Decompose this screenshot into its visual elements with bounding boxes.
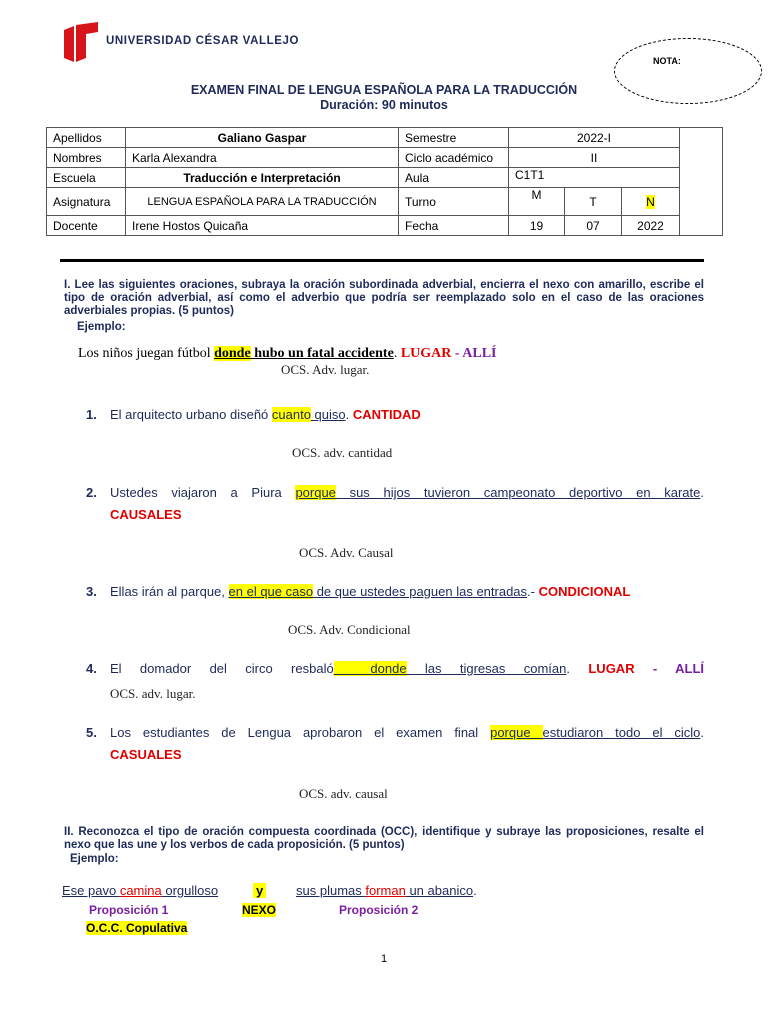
value-asignatura: LENGUA ESPAÑOLA PARA LA TRADUCCIÓN: [126, 188, 399, 216]
section1-example-label: Ejemplo:: [77, 321, 126, 333]
item-type: CANTIDAD: [352, 407, 421, 422]
item-type: CAUSALES: [110, 507, 182, 522]
divider: [60, 259, 704, 262]
turno-t: T: [565, 188, 622, 216]
fecha-year: 2022: [622, 216, 680, 236]
item-5: [86, 725, 704, 740]
item-subordinate: las tigresas comían: [406, 661, 567, 676]
item-punct: .: [566, 661, 589, 676]
label-prop1: Proposición 1: [89, 903, 169, 917]
label-aula: Aula: [399, 168, 509, 188]
label-prop2: Proposición 2: [339, 903, 419, 917]
turno-m: M: [509, 188, 565, 216]
grade-label: NOTA:: [653, 56, 681, 66]
prop2-verb: forman: [365, 883, 406, 898]
prop2-part-a: sus plumas: [296, 883, 366, 898]
fecha-day: 19: [509, 216, 565, 236]
item-punct: .: [700, 485, 704, 500]
label-fecha: Fecha: [399, 216, 509, 236]
item-4-ocs: OCS. adv. lugar.: [110, 686, 196, 701]
value-apellidos: Galiano Gaspar: [126, 128, 399, 148]
item-punct: .-: [527, 584, 539, 599]
example-nexo-y: y: [253, 883, 266, 898]
item-nexo: cuanto: [271, 407, 311, 422]
section2-example-label: Ejemplo:: [70, 853, 119, 865]
example-adverb: ALLÍ: [462, 346, 497, 361]
item-type: LUGAR: [588, 661, 635, 676]
page-number: 1: [380, 953, 388, 965]
item-2-type: [110, 507, 728, 522]
fecha-month: 07: [565, 216, 622, 236]
label-turno: Turno: [399, 188, 509, 216]
section2-instruction: II. Reconozca el tipo de oración compuesta coordinada (OCC), identifique y subraye las proposiciones, resalte el nexo que las une y los verbos de cada proposición. (5 puntos): [64, 826, 704, 851]
item-nexo: porque: [295, 485, 336, 500]
turno-n: N: [646, 194, 655, 209]
label-nexo: [242, 903, 276, 917]
item-1-ocs: OCS. adv. cantidad: [292, 445, 393, 460]
label-nexo-text: NEXO: [242, 903, 277, 917]
item-pre: El domador del circo resbaló: [110, 661, 334, 676]
label-asignatura: Asignatura: [47, 188, 126, 216]
value-semestre: 2022-I: [509, 128, 680, 148]
item-number: 4.: [86, 661, 97, 676]
value-aula: C1T1: [509, 168, 680, 188]
item-dash: -: [634, 661, 676, 676]
label-nombres: Nombres: [47, 148, 126, 168]
example-subordinate: hubo un fatal accidente: [250, 346, 394, 361]
value-nombres: Karla Alexandra: [126, 148, 399, 168]
occ-type-text: O.C.C. Copulativa: [86, 921, 188, 935]
item-number: 3.: [86, 584, 97, 599]
item-3: [86, 584, 704, 599]
label-apellidos: Apellidos: [47, 128, 126, 148]
item-pre: Ustedes viajaron a Piura: [110, 485, 296, 500]
item-punct: .: [700, 725, 705, 740]
exam-title: EXAMEN FINAL DE LENGUA ESPAÑOLA PARA LA TRADUCCIÓN: [190, 83, 578, 97]
example-dot: .: [393, 346, 401, 361]
item-punct: .: [345, 407, 353, 422]
item-number: 1.: [86, 407, 97, 422]
item-subordinate: estudiaron todo el ciclo: [542, 725, 701, 740]
prop1-text: [62, 883, 218, 898]
item-4: [86, 661, 704, 676]
example-type: LUGAR: [400, 346, 452, 361]
example-nexo: donde: [214, 346, 251, 361]
item-number: 5.: [86, 725, 97, 740]
university-name: UNIVERSIDAD CÉSAR VALLEJO: [106, 35, 300, 47]
blank-cell: [680, 128, 723, 236]
label-ciclo: Ciclo académico: [399, 148, 509, 168]
prop1-part-b: orgulloso: [161, 883, 219, 898]
item-pre: El arquitecto urbano diseñó: [110, 407, 272, 422]
label-escuela: Escuela: [47, 168, 126, 188]
item-type: CONDICIONAL: [538, 584, 631, 599]
item-adverb: ALLÍ: [675, 661, 705, 676]
item-pre: Los estudiantes de Lengua aprobaron el examen final: [110, 725, 491, 740]
prop2-text: [296, 883, 477, 898]
item-subordinate: sus hijos tuvieron campeonato deportivo en karate: [335, 485, 701, 500]
item-type: CASUALES: [110, 747, 182, 762]
item-2: [86, 485, 704, 500]
item-5-ocs: OCS. adv. causal: [299, 786, 388, 801]
section1-instruction: I. Lee las siguientes oraciones, subraya la oración subordinada adverbial, encierra el nexo con amarillo, escribe el tipo de oración adverbial, así como el adverbio que podría ser reemplazado solo en el caso de las oraciones adverbiales propias. (5 puntos): [64, 279, 704, 317]
prop1-verb: camina: [119, 883, 162, 898]
item-subordinate: quiso: [310, 407, 346, 422]
section1-example: [78, 346, 497, 362]
label-semestre: Semestre: [399, 128, 509, 148]
value-ciclo: II: [509, 148, 680, 168]
item-2-ocs: OCS. Adv. Causal: [299, 545, 394, 560]
item-nexo: donde: [333, 661, 407, 676]
value-escuela: Traducción e Interpretación: [126, 168, 399, 188]
exam-duration: Duración: 90 minutos: [320, 98, 448, 112]
example-dash: -: [451, 346, 463, 361]
prop2-end: .: [473, 883, 477, 898]
item-nexo: porque: [490, 725, 543, 740]
item-1: [86, 407, 704, 422]
occ-type: [86, 921, 187, 935]
item-nexo: en el que caso: [228, 584, 314, 599]
value-docente: Irene Hostos Quicaña: [126, 216, 399, 236]
example-pre: Los niños juegan fútbol: [78, 346, 215, 361]
university-logo-icon: [64, 22, 98, 62]
prop1-part-a: Ese pavo: [62, 883, 120, 898]
item-pre: Ellas irán al parque,: [110, 584, 229, 599]
prop2-part-b: un abanico: [405, 883, 474, 898]
example-ocs: OCS. Adv. lugar.: [281, 362, 370, 377]
student-info-table: [46, 127, 723, 236]
item-subordinate: de que ustedes paguen las entradas: [313, 584, 528, 599]
item-3-ocs: OCS. Adv. Condicional: [288, 622, 411, 637]
item-number: 2.: [86, 485, 97, 500]
label-docente: Docente: [47, 216, 126, 236]
nexo-text: [253, 883, 266, 898]
item-5-type: [110, 747, 728, 762]
